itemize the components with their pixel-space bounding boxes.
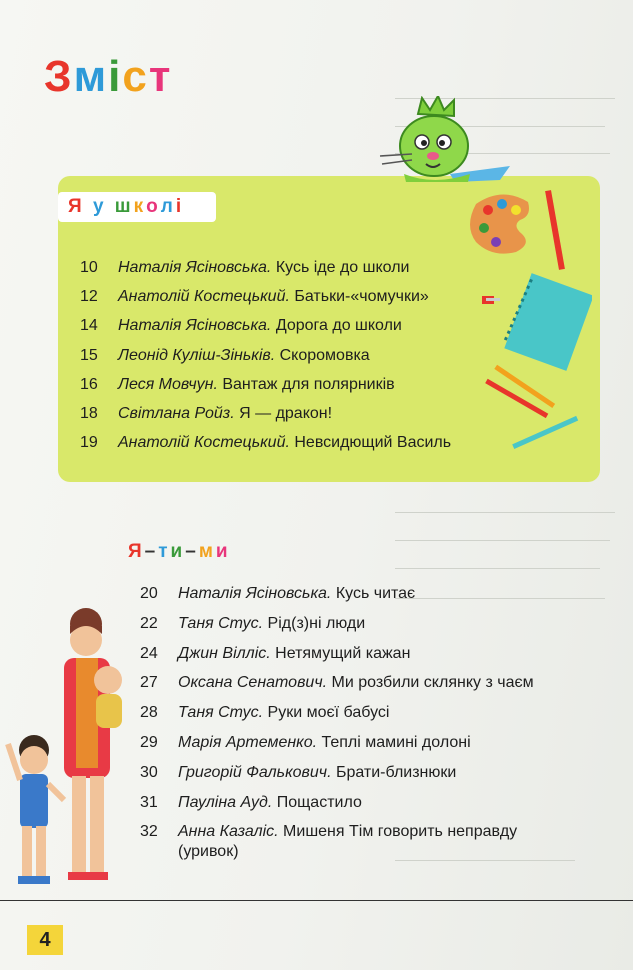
section-label-letter: – <box>185 541 199 562</box>
page-title <box>44 52 172 102</box>
toc-title: Мишеня Тім говорить неправду (уривок) <box>178 823 518 861</box>
toc-author: Наталія Ясіновська. <box>118 317 276 335</box>
toc-title: Кусь іде до школи <box>275 259 410 276</box>
toc-author: Анатолій Костецький. <box>118 434 295 452</box>
section-label-school <box>58 192 216 222</box>
toc-page-number: 31 <box>140 793 158 811</box>
toc-title: Пощастило <box>276 793 362 811</box>
toc-page-number: 12 <box>80 288 98 306</box>
toc-title: Ми розбили склянку з чаєм <box>331 674 534 692</box>
toc-title: Кусь читає <box>335 585 416 602</box>
toc-entry-text <box>178 584 415 604</box>
toc-title: Руки моєї бабусі <box>267 704 390 722</box>
toc-title: Вантаж для полярників <box>222 375 395 393</box>
family-illustration <box>0 600 140 895</box>
toc-entry-text <box>118 404 332 424</box>
title-letter: і <box>108 52 123 101</box>
toc-page-number: 32 <box>140 823 158 841</box>
footer-rule <box>0 900 633 901</box>
toc-entry-text <box>118 375 395 395</box>
toc-entry-text <box>178 793 362 813</box>
section-label-letter: и <box>215 541 231 562</box>
toc-author: Анатолій Костецький. <box>118 288 295 306</box>
section-label-letter: и <box>170 541 186 562</box>
toc-page-number: 10 <box>80 259 98 276</box>
section-label-letter: к <box>133 196 147 217</box>
section-label-letter: о <box>146 196 161 217</box>
toc-page-number: 20 <box>140 585 158 602</box>
section-label-letter: л <box>160 196 176 217</box>
section-label-letter: і <box>175 196 185 217</box>
toc-entry-text <box>118 346 370 366</box>
section-label-letter: т <box>158 541 171 562</box>
toc-title: Нетямущий кажан <box>275 644 411 662</box>
school-supplies-icon <box>462 186 592 456</box>
toc-entry-text <box>118 433 451 453</box>
toc-title: Дорога до школи <box>275 317 402 335</box>
toc-page-number: 24 <box>140 644 158 662</box>
toc-page-number: 29 <box>140 734 158 751</box>
toc-author: Світлана Ройз. <box>118 405 240 422</box>
toc-author: Таня Стус. <box>178 614 268 632</box>
toc-entry-text <box>178 614 365 634</box>
toc-title: Теплі мамині долоні <box>321 734 471 751</box>
toc-entry-text <box>178 644 410 664</box>
toc-page-number: 27 <box>140 674 158 692</box>
toc-title: Невсидющий Василь <box>294 434 452 452</box>
title-letter: З <box>44 52 74 101</box>
title-letter: с <box>122 52 149 101</box>
toc-entry-text <box>118 258 409 278</box>
toc-entry-text <box>178 703 389 723</box>
toc-page-number: 18 <box>80 405 98 422</box>
toc-author: Оксана Сенатович. <box>178 674 332 692</box>
toc-title: Скоромовка <box>279 346 370 364</box>
toc-author: Марія Артеменко. <box>178 734 322 751</box>
section-label-letter: ш <box>114 196 134 217</box>
toc-page-number: 22 <box>140 614 158 632</box>
toc-author: Джин Вілліс. <box>178 644 276 662</box>
toc-author: Наталія Ясіновська. <box>178 585 336 602</box>
toc-title: Рід(з)ні люди <box>267 614 366 632</box>
toc-page-number: 28 <box>140 704 158 722</box>
toc-author: Леонід Куліш-Зіньків. <box>118 346 280 364</box>
toc-entry-text <box>178 763 456 783</box>
cat-icon <box>360 96 510 182</box>
toc-title: Я — дракон! <box>239 405 333 422</box>
section-label-letter: у <box>92 196 107 217</box>
toc-page-number: 19 <box>80 434 98 452</box>
toc-author: Анна Казаліс. <box>178 823 284 841</box>
toc-title: Батьки-«чомучки» <box>294 288 429 306</box>
section-label-family <box>124 537 260 567</box>
toc-page-number: 15 <box>80 346 98 364</box>
toc-author: Пауліна Ауд. <box>178 793 277 811</box>
section-label-letter: – <box>144 541 159 562</box>
section-label-letter: Я <box>68 196 85 217</box>
page-number-badge: 4 <box>27 925 63 955</box>
title-letter: т <box>148 52 173 101</box>
toc-entry-text <box>118 287 429 307</box>
section-label-letter <box>85 192 93 222</box>
toc-entry-text <box>178 673 534 693</box>
title-letter: м <box>73 52 109 101</box>
section-label-letter: м <box>198 541 216 562</box>
toc-author: Леся Мовчун. <box>118 375 223 393</box>
toc-entry-text <box>178 822 578 862</box>
toc-author: Григорій Фалькович. <box>178 763 336 781</box>
toc-author: Наталія Ясіновська. <box>118 259 276 276</box>
toc-title: Брати-близнюки <box>335 763 457 781</box>
toc-entry-text <box>118 316 402 336</box>
toc-page-number: 14 <box>80 317 98 335</box>
toc-page-number: 30 <box>140 763 158 781</box>
section-label-letter <box>107 192 115 222</box>
section-label-letter: Я <box>128 541 145 562</box>
toc-entry-text <box>178 733 471 753</box>
toc-author: Таня Стус. <box>178 704 268 722</box>
toc-page-number: 16 <box>80 375 98 393</box>
